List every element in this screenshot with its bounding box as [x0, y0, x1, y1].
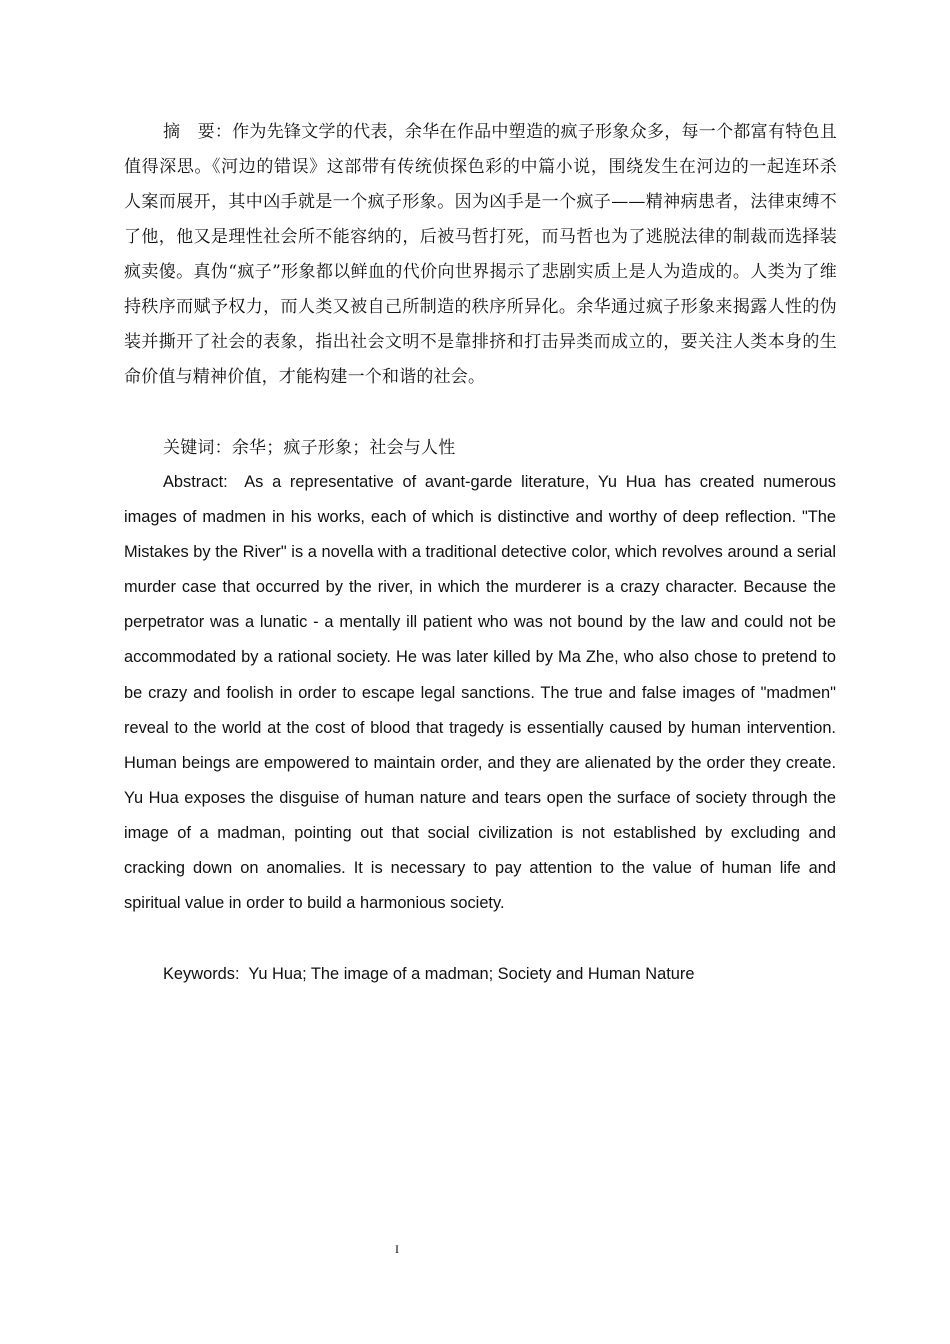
page-number: I [395, 1242, 399, 1256]
english-abstract [124, 465, 836, 921]
english-keywords-label: Keywords: [163, 965, 249, 983]
chinese-abstract [124, 115, 837, 395]
chinese-abstract-text: 作为先锋文学的代表，余华在作品中塑造的疯子形象众多，每一个都富有特色且值得深思。《河边的错误》这部带有传统侦探色彩的中篇小说，围绕发生在河边的一起连环杀人案而展开，其中凶手就是一个疯子形象。因为凶手是一个疯子——精神病患者，法律束缚不了他，他又是理性社会所不能容纳的，后被马哲打死，而马哲也为了逃脱法律的制裁而选择装疯卖傻。真伪“疯子”形象都以鲜血的代价向世界揭示了悲剧实质上是人为造成的。人类为了维持秩序而赋予权力，而人类又被自己所制造的秩序所异化。余华通过疯子形象来揭露人性的伪装并撕开了社会的表象，指出社会文明不是靠排挤和打击异类而成立的，要关注人类本身的生命价值与精神价值，才能构建一个和谐的社会。 [124, 122, 837, 387]
chinese-abstract-label: 摘 要： [163, 122, 233, 142]
english-keywords [124, 957, 836, 992]
english-abstract-label: Abstract: [163, 473, 245, 491]
chinese-keywords-label: 关键词： [163, 438, 232, 458]
chinese-keywords-text: 余华；疯子形象；社会与人性 [231, 438, 456, 458]
chinese-keywords [124, 431, 837, 466]
english-keywords-text: Yu Hua; The image of a madman; Society and Human Nature [248, 965, 695, 983]
english-abstract-text: As a representative of avant-garde literature, Yu Hua has created numerous images of madmen in his works, each of which is distinctive and worthy of deep reflection. "The Mistakes by the River" is a novella with a traditional detective color, which revolves around a serial murder case that occurred by the river, in which the murderer is a crazy character. Because the perpetrator was a lunatic - a mentally ill patient who was not bound by the law and could not be accommodated by a rational society. He was later killed by Ma Zhe, who also chose to pretend to be crazy and foolish in order to escape legal sanctions. The true and false images of "madmen" reveal to the world at the cost of blood that tragedy is essentially caused by human intervention. Human beings are empowered to maintain order, and they are alienated by the order they create. Yu Hua exposes the disguise of human nature and tears open the surface of society through the image of a madman, pointing out that social civilization is not established by excluding and cracking down on anomalies. It is necessary to pay attention to the value of human life and spiritual value in order to build a harmonious society. [124, 473, 836, 913]
